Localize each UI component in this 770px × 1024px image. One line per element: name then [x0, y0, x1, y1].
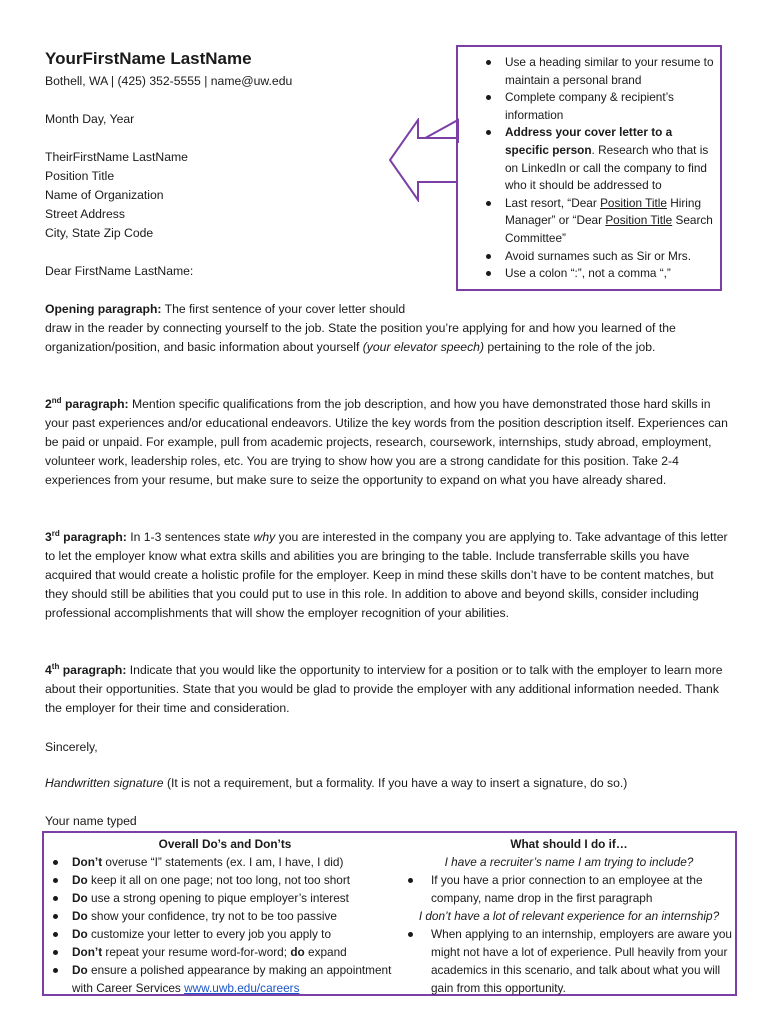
what-if-column [405, 835, 733, 997]
tip-heading: Use a heading similar to your resume to maintain a personal brand [483, 54, 719, 89]
date-line: Month Day, Year [45, 112, 135, 126]
applicant-name: YourFirstName LastName [45, 49, 252, 68]
tip-colon: Use a colon “:”, not a comma “,” [483, 265, 719, 283]
question-recruiter: I have a recruiter’s name I am trying to include? [444, 855, 694, 869]
recipient-organization: Name of Organization [45, 188, 164, 202]
opening-paragraph: Opening paragraph: The first sentence of your cover letter should draw in the reader by connecting yourself to the job. State the position you’re applying for and how you learned of the organization/position, and basic information about yourself (your elevator speech) pertaining to the role of the job. [45, 302, 676, 354]
what-if-title: What should I do if… [510, 837, 628, 851]
tips-list [483, 54, 719, 283]
list-item: Do ensure a polished appearance by making an appointment with Career Services www.uwb.edu/careers [50, 961, 400, 997]
recipient-address [45, 148, 188, 243]
tip-specific-person: Address your cover letter to a specific person. Research who that is on LinkedIn or call the company to find who it should be addressed to [483, 124, 719, 194]
list-item: Don’t overuse “I” statements (ex. I am, I have, I did) [50, 853, 400, 871]
answer-experience: When applying to an internship, employers are aware you might not have a lot of experience. Pull heavily from your academics in this scenario, and talk about what you will gain from this opportunity. [405, 925, 733, 997]
second-paragraph: 2nd paragraph: Mention specific qualifications from the job description, and how you have demonstrated those hard skills in your past experiences and/or educational endeavors. Utilize the key words from the position description itself. Experiences can be paid or unpaid. For example, pull from academic projects, research, coursework, internships, study abroad, employment, volunteer work, leadership roles, etc. You are trying to show how you are a strong candidate for this position. Take 2-4 experiences from your resume, but make sure to seize the opportunity to expand on what you have already shared. [45, 395, 728, 487]
fourth-paragraph: 4th paragraph: Indicate that you would like the opportunity to interview for a position or to talk with the employer to learn more about their opportunities. State that you would be glad to provide the employer with any additional information needed. Thank the employer for their time and consideration. [45, 661, 723, 715]
recipient-title: Position Title [45, 169, 115, 183]
list-item: Don’t repeat your resume word-for-word; do expand [50, 943, 400, 961]
signature-line: Handwritten signature (It is not a requirement, but a formality. If you have a way to insert a signature, do so.) [45, 776, 628, 790]
dos-donts-column [50, 835, 400, 997]
contact-line: Bothell, WA | (425) 352-5555 | name@uw.edu [45, 74, 293, 88]
list-item: Do customize your letter to every job you apply to [50, 925, 400, 943]
salutation: Dear FirstName LastName: [45, 264, 194, 278]
tip-surnames: Avoid surnames such as Sir or Mrs. [483, 248, 719, 266]
dos-donts-title: Overall Do’s and Don’ts [158, 837, 292, 851]
list-item: Do keep it all on one page; not too long, not too short [50, 871, 400, 889]
closing: Sincerely, [45, 740, 98, 754]
recipient-street: Street Address [45, 207, 125, 221]
recipient-name: TheirFirstName LastName [45, 150, 188, 164]
list-item: Do use a strong opening to pique employer’s interest [50, 889, 400, 907]
tip-company-info: Complete company & recipient’s information [483, 89, 719, 124]
tip-last-resort: Last resort, “Dear Position Title Hiring Manager” or “Dear Position Title Search Committee” [483, 195, 719, 248]
answer-recruiter: If you have a prior connection to an employee at the company, name drop in the first paragraph [405, 871, 733, 907]
recipient-city: City, State Zip Code [45, 226, 154, 240]
callout-arrow-icon [388, 118, 460, 202]
careers-link[interactable]: www.uwb.edu/careers [184, 981, 300, 995]
third-paragraph: 3rd paragraph: In 1-3 sentences state why you are interested in the company you are applying to. Take advantage of this letter to let the employer know what extra skills and abilities you are bringing to the table. Include transferrable skills you have acquired that would create a holistic profile for the employer. Keep in mind these skills don’t have to be content matches, but they should still be abilities that you could put to use in this role. In addition to above and beyond skills, consider including professional accomplishments that will show the employer recognition of your abilities. [45, 528, 728, 620]
list-item: Do show your confidence, try not to be too passive [50, 907, 400, 925]
typed-name: Your name typed [45, 814, 137, 828]
question-experience: I don’t have a lot of relevant experience for an internship? [418, 909, 720, 923]
